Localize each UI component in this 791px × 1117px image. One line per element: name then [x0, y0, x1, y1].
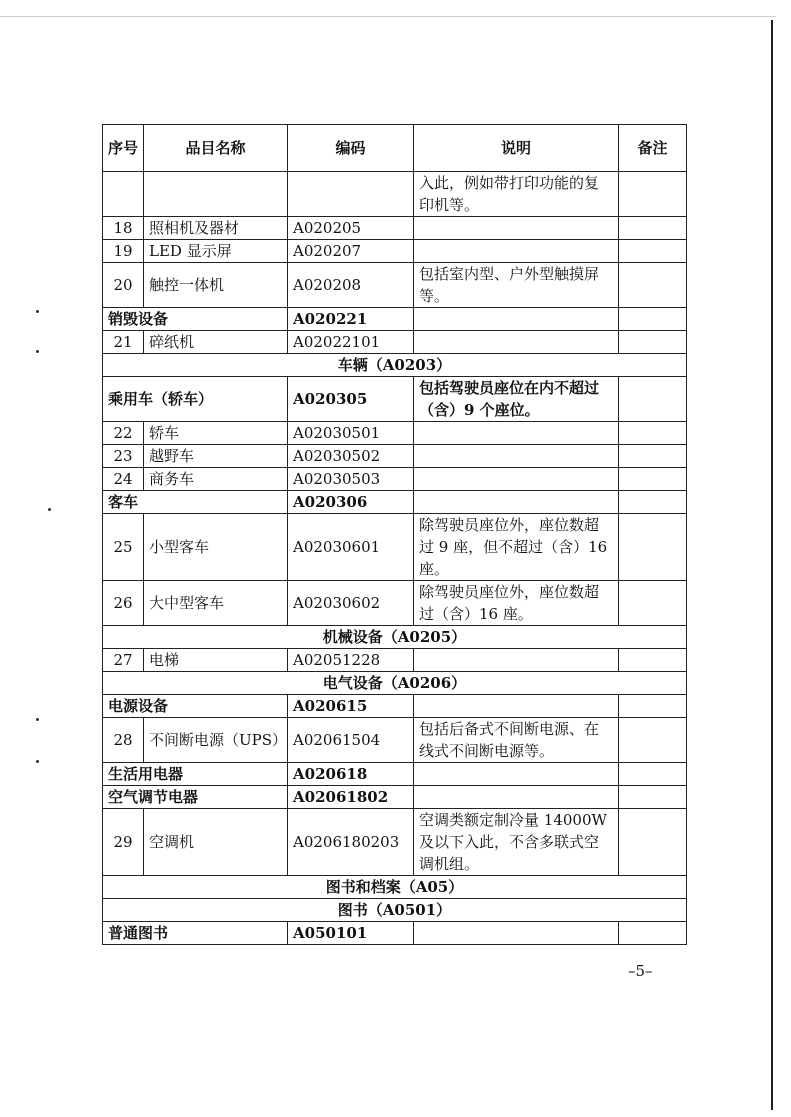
item-row — [103, 581, 687, 626]
category-row — [103, 922, 687, 945]
item-note — [619, 468, 687, 491]
item-name: 不间断电源（UPS） — [144, 718, 288, 763]
category-code: A020618 — [288, 763, 414, 786]
item-note — [619, 331, 687, 354]
item-row — [103, 445, 687, 468]
item-desc — [414, 649, 619, 672]
category-note — [619, 763, 687, 786]
category-desc — [414, 786, 619, 809]
item-desc — [414, 422, 619, 445]
header-code: 编码 — [288, 125, 414, 172]
category-note — [619, 308, 687, 331]
item-seq: 20 — [103, 263, 144, 308]
item-desc — [414, 217, 619, 240]
category-note — [619, 491, 687, 514]
item-note — [619, 240, 687, 263]
item-desc — [414, 468, 619, 491]
category-desc — [414, 491, 619, 514]
catalog-table — [102, 124, 687, 945]
item-seq: 23 — [103, 445, 144, 468]
item-note — [619, 809, 687, 876]
item-name: 商务车 — [144, 468, 288, 491]
item-desc: 包括室内型、户外型触摸屏等。 — [414, 263, 619, 308]
item-name: 触控一体机 — [144, 263, 288, 308]
category-note — [619, 786, 687, 809]
item-desc: 空调类额定制冷量 14000W 及以下入此，不含多联式空调机组。 — [414, 809, 619, 876]
category-name: 客车 — [103, 491, 288, 514]
item-name: 碎纸机 — [144, 331, 288, 354]
item-seq — [103, 172, 144, 217]
item-row — [103, 718, 687, 763]
item-seq: 26 — [103, 581, 144, 626]
section-title: 电气设备（A0206） — [103, 672, 687, 695]
item-row — [103, 240, 687, 263]
item-code: A02030501 — [288, 422, 414, 445]
page-number: –5– — [628, 962, 653, 980]
item-name: 轿车 — [144, 422, 288, 445]
item-note — [619, 718, 687, 763]
item-name: 小型客车 — [144, 514, 288, 581]
item-desc: 入此，例如带打印功能的复印机等。 — [414, 172, 619, 217]
category-code: A020305 — [288, 377, 414, 422]
item-note — [619, 422, 687, 445]
item-row — [103, 217, 687, 240]
item-seq: 19 — [103, 240, 144, 263]
item-code: A02030601 — [288, 514, 414, 581]
table-body — [103, 172, 687, 945]
category-name: 销毁设备 — [103, 308, 288, 331]
category-name: 电源设备 — [103, 695, 288, 718]
category-desc: 包括驾驶员座位在内不超过（含）9 个座位。 — [414, 377, 619, 422]
item-note — [619, 581, 687, 626]
item-seq: 25 — [103, 514, 144, 581]
category-note — [619, 695, 687, 718]
item-desc: 包括后备式不间断电源、在线式不间断电源等。 — [414, 718, 619, 763]
header-seq: 序号 — [103, 125, 144, 172]
category-row — [103, 695, 687, 718]
item-code: A020207 — [288, 240, 414, 263]
item-code: A02030502 — [288, 445, 414, 468]
item-code: A020208 — [288, 263, 414, 308]
category-code: A020615 — [288, 695, 414, 718]
item-desc: 除驾驶员座位外，座位数超过（含）16 座。 — [414, 581, 619, 626]
item-code: A02051228 — [288, 649, 414, 672]
item-desc — [414, 331, 619, 354]
item-code: A02030602 — [288, 581, 414, 626]
category-row — [103, 308, 687, 331]
item-row — [103, 649, 687, 672]
item-name — [144, 172, 288, 217]
item-name: LED 显示屏 — [144, 240, 288, 263]
table-header-row — [103, 125, 687, 172]
item-name: 照相机及器材 — [144, 217, 288, 240]
item-seq: 21 — [103, 331, 144, 354]
item-name: 大中型客车 — [144, 581, 288, 626]
item-row — [103, 331, 687, 354]
category-name: 空气调节电器 — [103, 786, 288, 809]
header-desc: 说明 — [414, 125, 619, 172]
item-row — [103, 263, 687, 308]
item-name: 电梯 — [144, 649, 288, 672]
category-row — [103, 786, 687, 809]
item-seq: 18 — [103, 217, 144, 240]
item-code: A02061504 — [288, 718, 414, 763]
item-name: 空调机 — [144, 809, 288, 876]
item-row — [103, 468, 687, 491]
category-code: A050101 — [288, 922, 414, 945]
item-code: A02030503 — [288, 468, 414, 491]
section-title: 车辆（A0203） — [103, 354, 687, 377]
item-seq: 27 — [103, 649, 144, 672]
scan-mark — [36, 718, 39, 721]
item-seq: 29 — [103, 809, 144, 876]
item-seq: 28 — [103, 718, 144, 763]
item-note — [619, 649, 687, 672]
category-row — [103, 763, 687, 786]
section-row — [103, 672, 687, 695]
header-name: 品目名称 — [144, 125, 288, 172]
category-row — [103, 491, 687, 514]
category-name: 普通图书 — [103, 922, 288, 945]
item-seq: 22 — [103, 422, 144, 445]
item-row — [103, 514, 687, 581]
item-row — [103, 809, 687, 876]
scan-mark — [36, 350, 39, 353]
item-desc — [414, 240, 619, 263]
item-row — [103, 172, 687, 217]
category-name: 生活用电器 — [103, 763, 288, 786]
item-note — [619, 217, 687, 240]
scan-mark — [36, 310, 39, 313]
scan-mark — [48, 508, 51, 511]
category-row — [103, 377, 687, 422]
category-code: A020306 — [288, 491, 414, 514]
category-desc — [414, 763, 619, 786]
category-note — [619, 377, 687, 422]
section-row — [103, 876, 687, 899]
item-name: 越野车 — [144, 445, 288, 468]
item-note — [619, 514, 687, 581]
category-note — [619, 922, 687, 945]
scan-mark — [36, 760, 39, 763]
item-note — [619, 445, 687, 468]
section-title: 图书（A0501） — [103, 899, 687, 922]
section-row — [103, 354, 687, 377]
section-title: 图书和档案（A05） — [103, 876, 687, 899]
category-desc — [414, 308, 619, 331]
section-title: 机械设备（A0205） — [103, 626, 687, 649]
page-edge-right — [771, 20, 773, 1110]
page-edge-top — [0, 16, 776, 17]
category-desc — [414, 922, 619, 945]
item-desc: 除驾驶员座位外，座位数超过 9 座，但不超过（含）16 座。 — [414, 514, 619, 581]
section-row — [103, 626, 687, 649]
item-note — [619, 263, 687, 308]
item-row — [103, 422, 687, 445]
category-desc — [414, 695, 619, 718]
header-note: 备注 — [619, 125, 687, 172]
category-code: A020221 — [288, 308, 414, 331]
item-code — [288, 172, 414, 217]
item-seq: 24 — [103, 468, 144, 491]
category-code: A02061802 — [288, 786, 414, 809]
item-code: A02022101 — [288, 331, 414, 354]
item-code: A0206180203 — [288, 809, 414, 876]
section-row — [103, 899, 687, 922]
item-desc — [414, 445, 619, 468]
category-name: 乘用车（轿车） — [103, 377, 288, 422]
item-code: A020205 — [288, 217, 414, 240]
item-note — [619, 172, 687, 217]
